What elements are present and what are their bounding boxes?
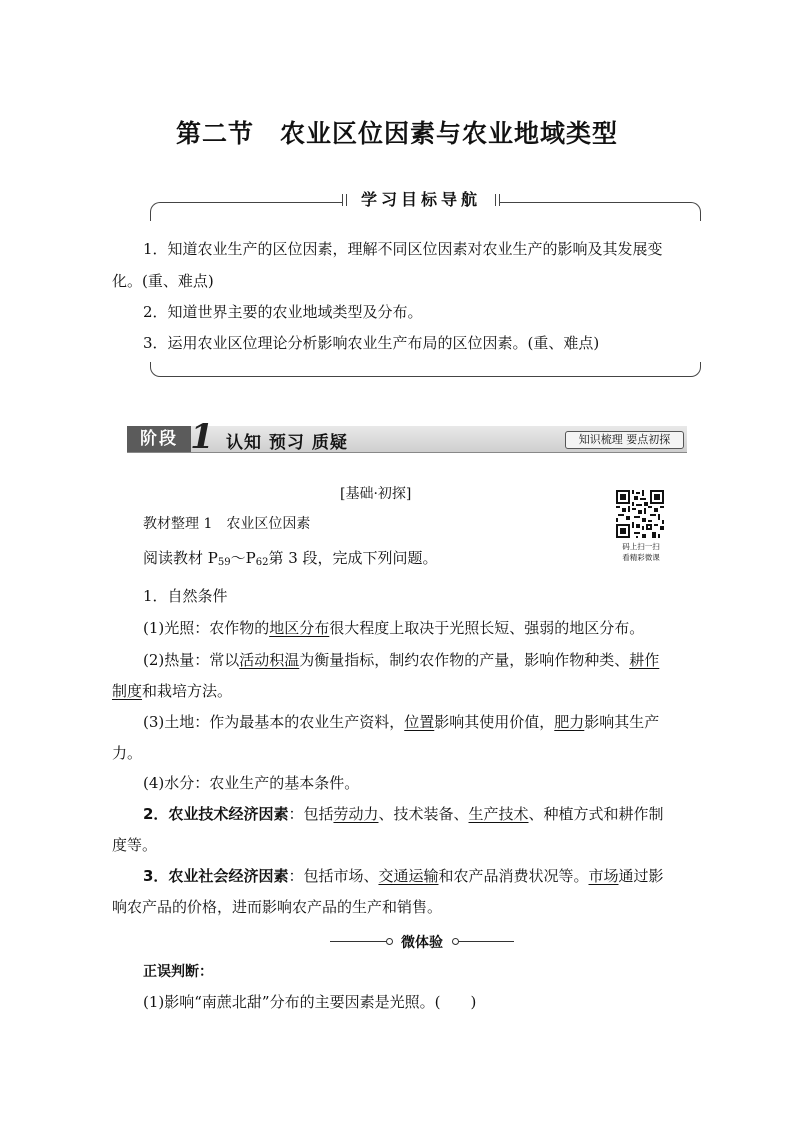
tech-factors-line-1: 2．农业技术经济因素：包括劳动力、技术装备、生产技术、种植方式和耕作制 — [143, 805, 664, 823]
section-instruction: 阅读教材 $P_{59}\sim P_{62}$第 3 段，完成下列问题。 — [143, 549, 438, 568]
goal-item-2: 2．知道世界主要的农业地域类型及分布。 — [143, 303, 423, 321]
stage-title: 认知 预习 质疑 — [226, 433, 348, 453]
section-heading: 教材整理 1 农业区位因素 — [143, 516, 311, 532]
social-factors-line-1: 3．农业社会经济因素：包括市场、交通运输和农产品消费状况等。市场通过影 — [143, 867, 664, 885]
qr-caption: 码上扫一扫 看精彩微课 — [622, 542, 660, 562]
natural-heat-line-1: (2)热量：常以活动积温为衡量指标，制约农作物的产量，影响作物种类、耕作 — [143, 651, 660, 669]
micro-experience-divider: 微体验 — [330, 932, 514, 952]
learning-goals-heading: 学习目标导航 — [342, 188, 500, 212]
social-factors-line-2: 响农产品的价格，进而影响农产品的生产和销售。 — [112, 898, 443, 916]
section-label: [基础·初探] — [340, 486, 412, 502]
goal-item-1-line-2: 化。(重、难点) — [112, 272, 214, 290]
natural-land-line-1: (3)土地：作为最基本的农业生产资料，位置影响其使用价值，肥力影响其生产 — [143, 713, 660, 731]
question-1: (1)影响“南蔗北甜”分布的主要因素是光照。( ) — [143, 993, 477, 1011]
goal-item-1-line-1: 1．知道农业生产的区位因素，理解不同区位因素对农业生产的影响及其发展变 — [143, 240, 663, 258]
qr-code-icon[interactable] — [616, 490, 664, 538]
natural-heading: 1．自然条件 — [143, 587, 228, 605]
judge-heading: 正误判断： — [143, 964, 213, 980]
stage-tag: 知识梳理 要点初探 — [565, 431, 684, 449]
goal-item-3: 3．运用农业区位理论分析影响农业生产布局的区位因素。(重、难点) — [143, 334, 600, 352]
stage-number: 1 — [190, 417, 214, 457]
tech-factors-line-2: 度等。 — [112, 836, 158, 854]
natural-heat-line-2: 制度和栽培方法。 — [112, 682, 233, 700]
learning-goals-bottom-border — [150, 362, 701, 377]
natural-land-line-2: 力。 — [112, 744, 143, 762]
page-title: 第二节 农业区位因素与农业地域类型 — [175, 119, 619, 148]
natural-water: (4)水分：农业生产的基本条件。 — [143, 774, 360, 792]
stage-label: 阶段 — [127, 426, 191, 452]
natural-light: (1)光照：农作物的地区分布很大程度上取决于光照长短、强弱的地区分布。 — [143, 619, 645, 637]
